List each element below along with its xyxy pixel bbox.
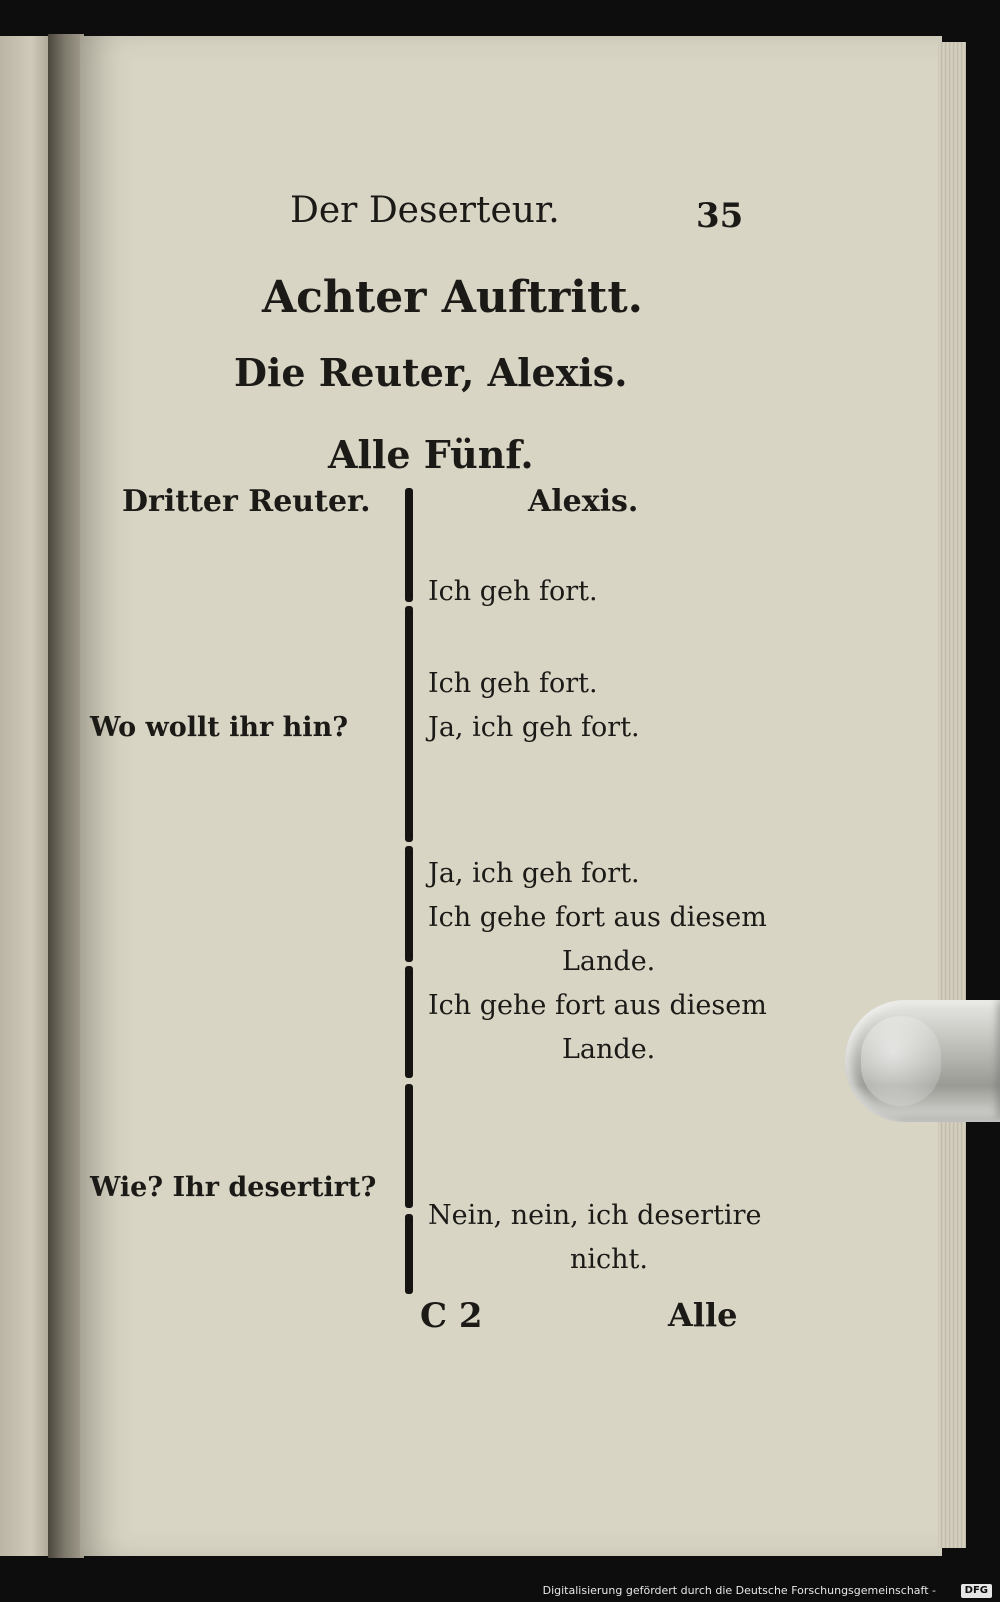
right-line: Ich gehe fort aus diesem [428, 902, 767, 933]
page-number: 35 [696, 196, 744, 236]
right-line: Lande. [562, 946, 656, 977]
left-page-edge [0, 36, 52, 1556]
characters-line: Die Reuter, Alexis. [234, 350, 628, 395]
glass-page-weight [845, 1000, 1000, 1122]
divider-brace [405, 966, 413, 1078]
right-line: Ich geh fort. [428, 576, 598, 607]
dfg-logo: DFG [961, 1584, 992, 1598]
footer-credit: Digitalisierung gefördert durch die Deutsche Forschungsgemeinschaft - [542, 1584, 936, 1597]
right-line: Ich geh fort. [428, 668, 598, 699]
right-line: Lande. [562, 1034, 656, 1065]
page-block-edge [938, 42, 966, 1548]
book-gutter [48, 34, 84, 1558]
catchword: Alle [668, 1296, 738, 1334]
left-column-heading: Dritter Reuter. [122, 484, 371, 519]
divider-brace [405, 1084, 413, 1208]
right-line: Ich gehe fort aus diesem [428, 990, 767, 1021]
right-line: Ja, ich geh fort. [428, 858, 640, 889]
glass-weight-highlight [861, 1016, 941, 1106]
signature-mark: C 2 [420, 1296, 483, 1336]
scene-title: Achter Auftritt. [262, 272, 643, 323]
divider-brace [405, 606, 413, 842]
right-line: Ja, ich geh fort. [428, 712, 640, 743]
divider-brace [405, 1214, 413, 1294]
divider-brace [405, 846, 413, 962]
left-line: Wo wollt ihr hin? [90, 712, 349, 743]
running-title: Der Deserteur. [290, 190, 560, 231]
right-line: Nein, nein, ich desertire [428, 1200, 762, 1231]
left-line: Wie? Ihr desertirt? [90, 1172, 377, 1203]
divider-brace [405, 488, 413, 602]
right-line: nicht. [570, 1244, 648, 1275]
book-page [80, 36, 942, 1556]
right-column-heading: Alexis. [528, 484, 639, 519]
ensemble-heading: Alle Fünf. [328, 432, 534, 477]
